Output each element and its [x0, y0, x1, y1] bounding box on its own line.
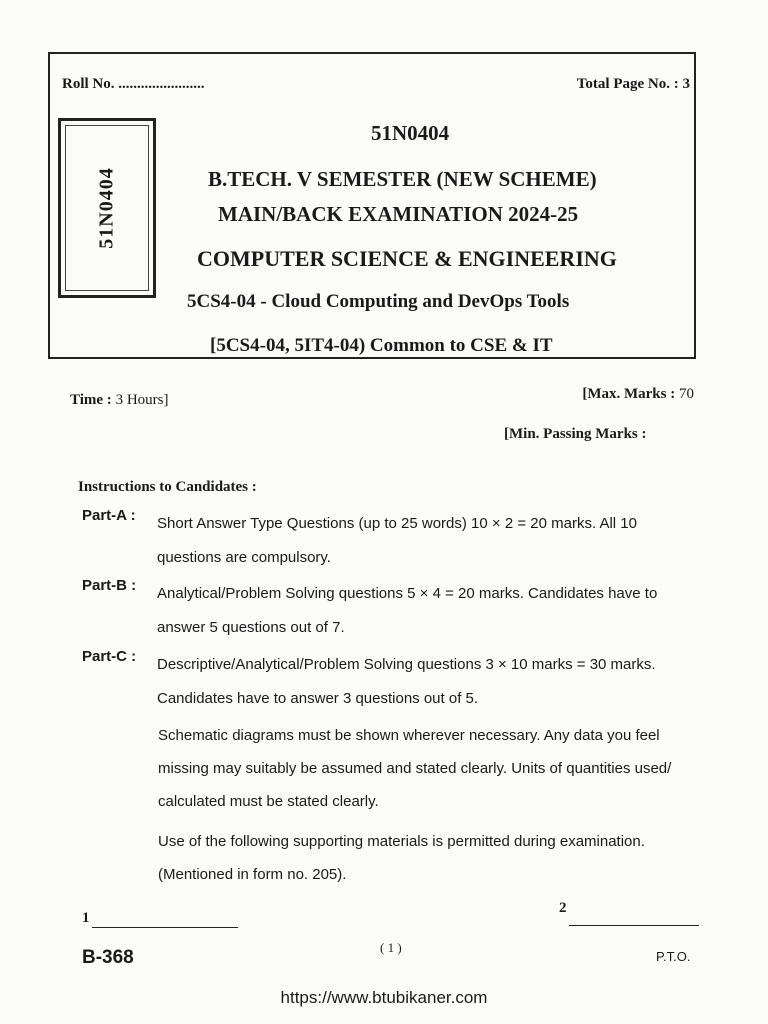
- total-pages: Total Page No. : 3: [576, 76, 690, 92]
- part-c: [82, 648, 687, 716]
- branch-title: COMPUTER SCIENCE & ENGINEERING: [197, 246, 617, 271]
- max-marks-value: 70: [679, 386, 694, 402]
- max-marks-label: [Max. Marks :: [582, 386, 676, 402]
- page-number: ( 1 ): [380, 940, 402, 955]
- subject-title: 5CS4-04 - Cloud Computing and DevOps Tools: [187, 291, 570, 312]
- part-b-text: Analytical/Problem Solving questions 5 × 4 = 20 marks. Candidates have to answer 5 questions out of 7.: [157, 585, 658, 636]
- paper-code: 51N0404: [371, 121, 450, 145]
- common-to: [5CS4-04, 5IT4-04) Common to CSE & IT: [210, 335, 553, 356]
- part-c-text: Descriptive/Analytical/Problem Solving questions 3 × 10 marks = 30 marks. Candidates have to answer 3 questions out of 5.: [157, 656, 656, 707]
- paper-code-box-inner: [65, 125, 149, 291]
- part-c-label: Part-C :: [82, 648, 137, 665]
- booklet-code: B-368: [82, 947, 134, 968]
- part-b: [82, 577, 687, 645]
- time-value: 3 Hours]: [115, 392, 169, 408]
- part-b-label: Part-B :: [82, 577, 137, 594]
- exam-title: MAIN/BACK EXAMINATION 2024-25: [218, 202, 579, 226]
- source-url[interactable]: https://www.btubikaner.com: [280, 988, 488, 1007]
- part-a: [82, 507, 687, 575]
- time-info: [70, 392, 168, 409]
- instruction-paragraph-diagrams: Schematic diagrams must be shown wherever necessary. Any data you feel missing may suitably be assumed and stated clearly. Units of quantities used/ calculated must be stated clearly.: [158, 727, 672, 810]
- instruction-paragraph-materials: Use of the following supporting materials is permitted during examination. (Mentioned in form no. 205).: [158, 833, 645, 883]
- signature-2-number: 2: [559, 900, 567, 916]
- part-a-label: Part-A :: [82, 507, 136, 524]
- instructions-title: Instructions to Candidates :: [78, 479, 257, 495]
- time-label: Time :: [70, 392, 112, 408]
- signature-1-line: [92, 927, 238, 928]
- paper-code-box: [58, 118, 156, 298]
- side-paper-code: 51N0404: [95, 167, 118, 249]
- part-a-text: Short Answer Type Questions (up to 25 words) 10 × 2 = 20 marks. All 10 questions are compulsory.: [157, 515, 637, 566]
- roll-no-label: Roll No. .......................: [62, 76, 205, 92]
- course-title: B.TECH. V SEMESTER (NEW SCHEME): [208, 167, 597, 191]
- max-marks: [582, 386, 694, 403]
- pto-label: P.T.O.: [656, 949, 691, 964]
- signature-1-number: 1: [82, 910, 90, 926]
- min-passing-marks: [Min. Passing Marks :: [504, 426, 647, 442]
- signature-2-line: [569, 925, 699, 926]
